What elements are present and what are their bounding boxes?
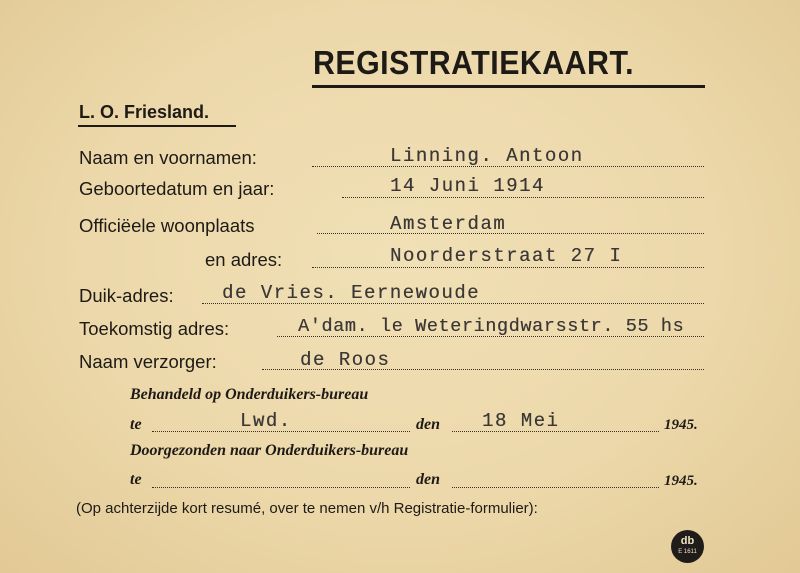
stamp-bottom-text: E 1611 — [678, 549, 697, 555]
processed-date-value: 18 Mei — [482, 410, 560, 432]
processed-den-label: den — [416, 416, 440, 433]
footer-note: (Op achterzijde kort resumé, over te nemen v/h Registratie-formulier): — [76, 500, 538, 517]
forwarded-date-dotted-line — [452, 487, 659, 488]
future-address-value: A'dam. le Weteringdwarsstr. 55 hs — [298, 316, 685, 337]
birthdate-label: Geboortedatum en jaar: — [79, 178, 275, 199]
residence-label: Officiëele woonplaats — [79, 215, 255, 236]
hiding-address-value: de Vries. Eernewoude — [222, 282, 481, 304]
processed-heading: Behandeld op Onderduikers-bureau — [130, 386, 369, 403]
birthdate-dotted-line — [342, 197, 704, 198]
forwarded-te-label: te — [130, 471, 142, 488]
residence-value: Amsterdam — [390, 213, 507, 235]
processed-year: 1945. — [664, 417, 698, 433]
forwarded-year: 1945. — [664, 473, 698, 489]
residence-dotted-line — [317, 233, 704, 234]
organisation-underline — [78, 125, 236, 127]
address-label: en adres: — [205, 249, 283, 270]
card-title: REGISTRATIEKAART. — [313, 44, 634, 81]
birthdate-value: 14 Juni 1914 — [390, 175, 545, 197]
processed-te-label: te — [130, 416, 142, 433]
address-dotted-line — [312, 267, 704, 268]
organisation-name: L. O. Friesland. — [79, 102, 210, 122]
name-label: Naam en voornamen: — [79, 147, 257, 168]
forwarded-heading: Doorgezonden naar Onderduikers-bureau — [130, 442, 409, 459]
address-value: Noorderstraat 27 I — [390, 245, 623, 267]
forwarded-place-dotted-line — [152, 487, 410, 488]
hiding-address-label: Duik-adres: — [79, 285, 174, 306]
caretaker-value: de Roos — [300, 349, 391, 371]
title-underline — [312, 85, 705, 88]
processed-place-value: Lwd. — [240, 410, 292, 432]
future-address-label: Toekomstig adres: — [79, 318, 230, 339]
stamp-top-text: db — [680, 535, 695, 547]
name-value: Linning. Antoon — [390, 145, 584, 167]
archive-stamp-icon — [671, 530, 704, 563]
caretaker-label: Naam verzorger: — [79, 351, 217, 372]
forwarded-den-label: den — [416, 471, 440, 488]
